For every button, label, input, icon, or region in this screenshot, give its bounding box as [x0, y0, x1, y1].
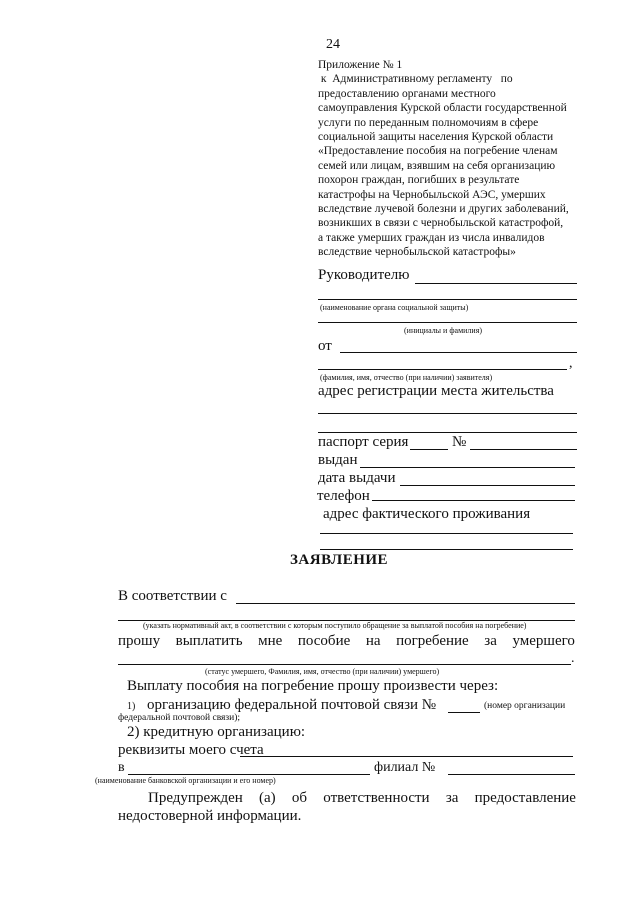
annex-block [318, 58, 569, 260]
request-word: выплатить [175, 633, 243, 649]
document-title: ЗАЯВЛЕНИЕ [290, 552, 389, 568]
period: . [571, 651, 575, 666]
annex-line: социальной защиты населения Курской области [318, 131, 554, 144]
actual-address-field-1[interactable] [320, 533, 573, 534]
annex-line: вследствие лучевой болезни и других заболеваний, [318, 203, 569, 216]
annex-line: предоставлению органами местного [318, 87, 496, 100]
applicant-name-field-2[interactable] [318, 369, 567, 370]
normative-act-field-1[interactable] [236, 603, 575, 604]
organ-name-field[interactable] [318, 299, 577, 300]
number-sign: № [452, 434, 467, 450]
annex-line: похорон граждан, погибших в результате [318, 174, 520, 187]
initials-field[interactable] [318, 322, 577, 323]
hint-act: (указать нормативный акт, в соответствии с которым поступило обращение за выплатой пособия на погребение) [143, 621, 527, 630]
issue-date-field[interactable] [400, 485, 575, 486]
annex-line: к Административному регламенту по [318, 73, 513, 86]
annex-line: Приложение № 1 [318, 59, 403, 71]
applicant-name-field-1[interactable] [340, 352, 577, 353]
option2-text: 2) кредитную организацию: [127, 724, 306, 740]
reg-address-label: адрес регистрации места жительства [318, 383, 554, 399]
accordance-label: В соответствии с [118, 588, 227, 604]
phone-field[interactable] [372, 500, 575, 501]
bank-name-field[interactable] [128, 774, 370, 775]
option1-hint-a: (номер организации [484, 701, 566, 711]
hint-deceased: (статус умершего, Фамилия, имя, отчество (при наличии) умершего) [205, 667, 440, 676]
warning-word: Предупрежден [148, 790, 243, 806]
passport-number-field[interactable] [470, 449, 577, 450]
request-word: за [484, 633, 497, 649]
warning-line [148, 790, 576, 807]
phone-label: телефон [317, 488, 370, 504]
post-office-number-field[interactable] [448, 712, 480, 713]
from-label: от [318, 338, 332, 354]
hint-bank: (наименование банковской организации и его номер) [95, 776, 276, 785]
account-field[interactable] [240, 756, 573, 757]
request-word: прошу [118, 633, 161, 649]
warning-line-2: недостоверной информации. [118, 808, 302, 824]
deceased-field[interactable] [118, 664, 571, 665]
request-word: мне [258, 633, 283, 649]
request-word: погребение [396, 633, 469, 649]
annex-line: возникших в связи с чернобыльской катастрофой, [318, 217, 564, 230]
warning-word: за [445, 790, 459, 806]
option1-text: организацию федеральной почтовой связи № [147, 697, 437, 713]
hint-initials: (инициалы и фамилия) [404, 326, 483, 335]
warning-word: предоставление [474, 790, 576, 806]
hint-organ: (наименование органа социальной защиты) [320, 303, 469, 312]
payment-through: Выплату пособия на погребение прошу произвести через: [127, 678, 499, 694]
passport-series-field[interactable] [410, 449, 448, 450]
annex-line: самоуправления Курской области государственной [318, 102, 567, 115]
reg-address-field-2[interactable] [318, 432, 577, 433]
branch-number-field[interactable] [448, 774, 575, 775]
passport-label: паспорт серия [318, 434, 409, 450]
option1-hint-b: федеральной почтовой связи); [118, 713, 241, 723]
request-word: пособие [297, 633, 351, 649]
annex-line: вследствие чернобыльской катастрофы» [318, 246, 516, 259]
actual-address-label: адрес фактического проживания [323, 506, 531, 522]
comma: , [569, 356, 573, 371]
issued-label: выдан [318, 452, 358, 468]
warning-word: (а) [259, 790, 276, 806]
request-line [118, 633, 575, 650]
request-word: на [365, 633, 381, 649]
annex-line: «Предоставление пособия на погребение членам [318, 145, 558, 158]
annex-line: а также умерших граждан из числа инвалидов [318, 231, 545, 244]
head-name-field[interactable] [415, 283, 577, 284]
in-label: в [118, 760, 125, 775]
request-word: умершего [512, 633, 575, 649]
warning-word: об [291, 790, 308, 806]
branch-label: филиал № [374, 760, 436, 775]
reg-address-field-1[interactable] [318, 413, 577, 414]
annex-line: семей или лицам, взявшим на себя организацию [318, 159, 556, 172]
hint-applicant: (фамилия, имя, отчество (при наличии) заявителя) [320, 373, 493, 382]
option1-number: 1) [127, 701, 136, 712]
annex-line: услуги по переданным полномочиям в сфере [318, 116, 539, 129]
page-number: 24 [326, 37, 340, 52]
issue-date-label: дата выдачи [318, 470, 396, 486]
account-label: реквизиты моего счета [118, 742, 264, 758]
to-label: Руководителю [318, 267, 410, 283]
actual-address-field-2[interactable] [320, 549, 573, 550]
warning-word: ответственности [323, 790, 430, 806]
annex-line: катастрофы на Чернобыльской АЭС, умерших [318, 188, 546, 201]
issued-field[interactable] [360, 467, 575, 468]
